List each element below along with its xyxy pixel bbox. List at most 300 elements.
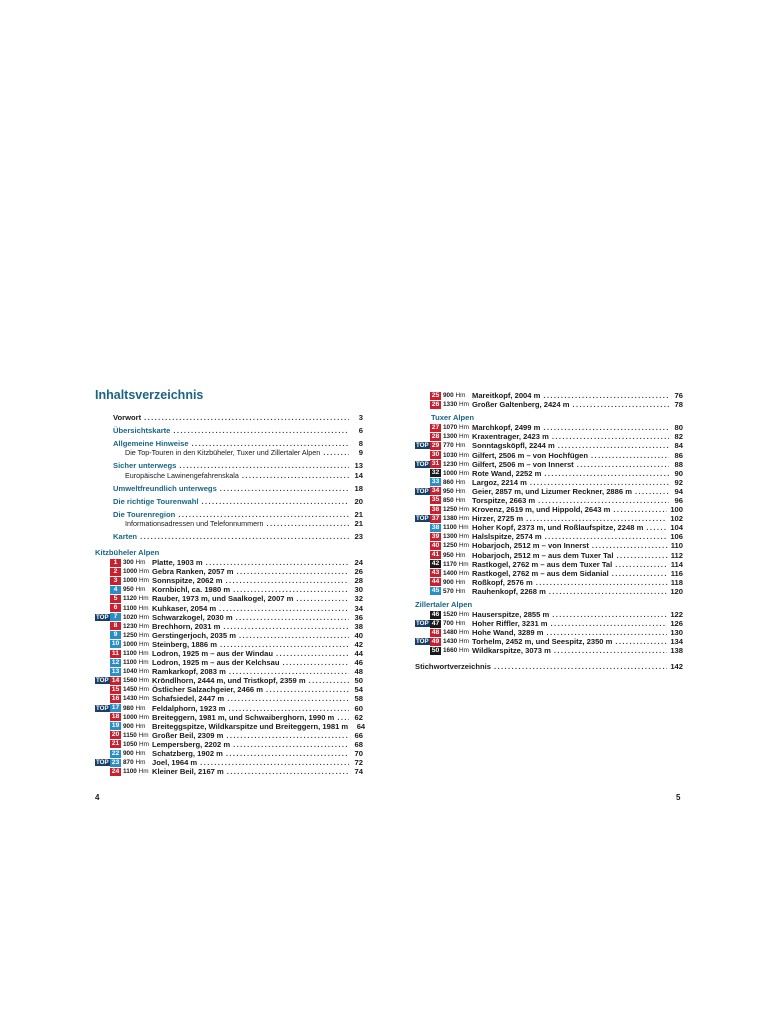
tour-row[interactable] bbox=[415, 578, 683, 587]
elevation-gain bbox=[123, 568, 152, 575]
dot-leader bbox=[543, 391, 669, 400]
tour-row[interactable] bbox=[415, 532, 683, 541]
dot-leader bbox=[227, 767, 349, 776]
tour-page: 90 bbox=[674, 468, 683, 478]
elevation-value: 900 bbox=[123, 750, 134, 758]
dot-leader bbox=[615, 560, 667, 569]
toc-entry[interactable] bbox=[95, 497, 363, 506]
tour-row[interactable] bbox=[415, 441, 683, 450]
tour-name: Hoher Riffler, 3231 m bbox=[472, 619, 548, 629]
elevation-value: 950 bbox=[443, 487, 454, 495]
tour-number: 35 bbox=[431, 496, 440, 504]
entry-page: 21 bbox=[354, 518, 363, 528]
tour-page: 110 bbox=[670, 541, 683, 551]
page-number-right: 5 bbox=[676, 793, 681, 802]
dot-leader bbox=[242, 471, 349, 480]
elevation-unit: Hm bbox=[459, 451, 469, 459]
dot-leader bbox=[296, 594, 349, 603]
elevation-value: 1020 bbox=[123, 613, 138, 621]
tour-number: 33 bbox=[431, 478, 440, 486]
tour-number: 30 bbox=[431, 451, 440, 459]
left-page bbox=[95, 388, 366, 777]
elevation-unit: Hm bbox=[139, 668, 149, 676]
tour-number: 34 bbox=[431, 487, 440, 495]
tour-name: Hohe Wand, 3289 m bbox=[472, 628, 544, 638]
dot-leader bbox=[228, 704, 349, 713]
toc-entry[interactable] bbox=[95, 532, 363, 541]
tour-name: Gilfert, 2506 m – von Innerst bbox=[472, 459, 574, 469]
dot-leader bbox=[613, 505, 667, 514]
entry-title: Karten bbox=[113, 531, 138, 541]
tour-page: 48 bbox=[354, 667, 363, 677]
dot-leader bbox=[236, 567, 349, 576]
tour-row[interactable] bbox=[95, 631, 363, 640]
tour-row[interactable] bbox=[95, 694, 363, 703]
elevation-value: 900 bbox=[123, 722, 134, 730]
dot-leader bbox=[543, 423, 669, 432]
dot-leader bbox=[223, 622, 349, 631]
tour-number: 43 bbox=[431, 569, 440, 577]
elevation-unit: Hm bbox=[455, 587, 466, 595]
tour-row[interactable] bbox=[95, 585, 363, 594]
tour-row[interactable] bbox=[95, 740, 363, 749]
tour-number: 5 bbox=[110, 595, 121, 603]
elevation-unit: Hm bbox=[459, 629, 469, 637]
entry-page: 6 bbox=[358, 426, 363, 436]
tour-list-kitzbuehel bbox=[95, 558, 366, 777]
tour-row[interactable] bbox=[415, 560, 683, 569]
dot-leader bbox=[266, 685, 349, 694]
elevation-gain bbox=[123, 650, 152, 657]
top-label: TOP bbox=[96, 677, 109, 685]
elevation-value: 900 bbox=[443, 578, 454, 586]
dot-leader bbox=[233, 740, 349, 749]
tour-row[interactable] bbox=[95, 622, 363, 631]
tour-row[interactable] bbox=[95, 658, 363, 667]
tour-row[interactable] bbox=[415, 628, 683, 637]
tour-page: 130 bbox=[670, 628, 683, 638]
elevation-value: 1100 bbox=[443, 524, 457, 532]
tour-number: 11 bbox=[111, 649, 120, 657]
tour-row[interactable] bbox=[415, 496, 683, 505]
elevation-value: 850 bbox=[443, 496, 454, 504]
elevation-gain bbox=[123, 623, 152, 630]
tour-row[interactable] bbox=[95, 576, 363, 585]
elevation-unit: Hm bbox=[138, 595, 149, 603]
toc-entry[interactable] bbox=[95, 510, 363, 519]
elevation-value: 1000 bbox=[123, 713, 138, 721]
tour-name: Gerstingerjoch, 2035 m bbox=[152, 630, 236, 640]
dot-leader bbox=[591, 451, 669, 460]
tour-row[interactable] bbox=[95, 704, 363, 713]
tour-row[interactable] bbox=[415, 619, 683, 628]
tour-row[interactable] bbox=[95, 758, 363, 767]
tour-page: 58 bbox=[354, 694, 363, 704]
elevation-value: 1330 bbox=[443, 401, 458, 409]
tour-number: 10 bbox=[111, 640, 120, 648]
dot-leader bbox=[226, 731, 349, 740]
tour-page: 64 bbox=[356, 721, 366, 731]
tour-row[interactable] bbox=[415, 469, 683, 478]
dot-leader bbox=[282, 658, 349, 667]
tour-number: 26 bbox=[431, 400, 440, 408]
entry-title: Allgemeine Hinweise bbox=[113, 439, 189, 449]
tour-row[interactable] bbox=[415, 523, 683, 532]
tour-page: 36 bbox=[354, 612, 363, 622]
elevation-gain bbox=[443, 552, 472, 559]
tour-page: 32 bbox=[354, 594, 363, 604]
elevation-gain bbox=[443, 488, 472, 495]
tour-page: 46 bbox=[354, 658, 363, 668]
top-tour-badge bbox=[95, 614, 110, 621]
tour-name: Breiteggern, 1981 m, und Schwaiberghorn, 1990 m bbox=[152, 712, 335, 722]
tour-row[interactable] bbox=[415, 505, 683, 514]
toc-entry[interactable] bbox=[95, 413, 363, 422]
tour-row[interactable] bbox=[415, 551, 683, 560]
elevation-unit: Hm bbox=[455, 551, 466, 559]
elevation-gain bbox=[443, 647, 472, 654]
tour-name: Schafsiedel, 2447 m bbox=[152, 694, 225, 704]
tour-name: Joel, 1964 m bbox=[152, 758, 198, 768]
tour-row[interactable] bbox=[415, 569, 683, 578]
elevation-unit: Hm bbox=[139, 577, 149, 585]
tour-row[interactable] bbox=[415, 637, 683, 646]
elevation-unit: Hm bbox=[459, 611, 469, 619]
elevation-value: 860 bbox=[443, 478, 454, 486]
elevation-unit: Hm bbox=[139, 568, 149, 576]
elevation-gain bbox=[123, 723, 152, 730]
tour-row[interactable] bbox=[415, 400, 683, 409]
tour-page: 92 bbox=[674, 477, 683, 487]
top-tour-badge bbox=[95, 759, 110, 766]
elevation-unit: Hm bbox=[138, 650, 149, 658]
tour-row[interactable] bbox=[95, 640, 363, 649]
tour-name: Rote Wand, 2252 m bbox=[472, 468, 542, 478]
tour-page: 88 bbox=[674, 459, 683, 469]
elevation-gain bbox=[443, 433, 472, 440]
tour-number: 12 bbox=[111, 658, 120, 666]
dot-leader bbox=[233, 585, 349, 594]
page-number-left: 4 bbox=[95, 793, 100, 802]
tour-number: 23 bbox=[111, 758, 120, 766]
tour-name: Breiteggspitze, Wildkarspitze und Breiteggern, 1981 m bbox=[152, 721, 349, 731]
elevation-gain bbox=[443, 524, 472, 531]
tour-number: 45 bbox=[431, 587, 440, 595]
tour-name: Rauhenkopf, 2268 m bbox=[472, 586, 546, 596]
tour-page: 86 bbox=[674, 450, 683, 460]
dot-leader bbox=[612, 569, 668, 578]
tour-name: Großer Galtenberg, 2424 m bbox=[472, 400, 570, 410]
elevation-value: 1040 bbox=[123, 668, 138, 676]
tour-number: 47 bbox=[431, 619, 440, 627]
tour-number: 25 bbox=[431, 391, 440, 399]
tour-row[interactable] bbox=[95, 685, 363, 694]
tour-name: Halslspitze, 2574 m bbox=[472, 532, 542, 542]
tour-page: 116 bbox=[670, 568, 683, 578]
tour-page: 126 bbox=[670, 619, 683, 629]
elevation-gain bbox=[123, 659, 152, 666]
dot-leader bbox=[617, 551, 668, 560]
tour-page: 38 bbox=[354, 621, 363, 631]
tour-name: Roßkopf, 2576 m bbox=[472, 577, 533, 587]
tour-row[interactable] bbox=[415, 587, 683, 596]
tour-row[interactable] bbox=[95, 604, 363, 613]
elevation-unit: Hm bbox=[139, 622, 149, 630]
toc-entry[interactable] bbox=[95, 484, 363, 493]
elevation-value: 1030 bbox=[443, 451, 458, 459]
tour-name: Rastkogel, 2762 m – aus dem Tuxer Tal bbox=[472, 559, 613, 569]
dot-leader bbox=[554, 646, 667, 655]
tour-page: 104 bbox=[670, 523, 683, 533]
tour-row[interactable] bbox=[415, 646, 683, 655]
tour-row[interactable] bbox=[95, 676, 363, 685]
elevation-gain bbox=[443, 629, 472, 636]
tour-page: 118 bbox=[670, 577, 683, 587]
elevation-unit: Hm bbox=[138, 659, 149, 667]
toc-entry[interactable] bbox=[95, 426, 363, 435]
entry-page: 8 bbox=[358, 439, 363, 449]
elevation-gain bbox=[123, 741, 152, 748]
tour-row[interactable] bbox=[95, 613, 363, 622]
tour-page: 102 bbox=[670, 514, 683, 524]
elevation-gain bbox=[443, 570, 472, 577]
entry-page: 13 bbox=[354, 461, 363, 471]
elevation-gain bbox=[443, 497, 472, 504]
elevation-gain bbox=[443, 452, 472, 459]
elevation-unit: Hm bbox=[455, 392, 466, 400]
entry-title: Die Top-Touren in den Kitzbüheler, Tuxer und Zillertaler Alpen bbox=[125, 448, 321, 458]
top-label: TOP bbox=[96, 759, 109, 767]
toc-entry[interactable] bbox=[95, 448, 363, 457]
tour-page: 40 bbox=[354, 630, 363, 640]
tour-page: 28 bbox=[354, 576, 363, 586]
top-tour-badge bbox=[95, 677, 110, 684]
tour-number: 15 bbox=[111, 685, 120, 693]
elevation-unit: Hm bbox=[139, 740, 149, 748]
top-label: TOP bbox=[416, 515, 429, 523]
tour-page: 54 bbox=[354, 685, 363, 695]
tour-page: 94 bbox=[674, 486, 683, 496]
elevation-gain bbox=[443, 588, 472, 595]
tour-number: 20 bbox=[111, 731, 120, 739]
dot-leader bbox=[267, 519, 349, 528]
tour-page: 106 bbox=[670, 532, 683, 542]
tour-row[interactable] bbox=[415, 423, 683, 432]
tour-page: 70 bbox=[354, 749, 363, 759]
tour-page: 30 bbox=[354, 585, 363, 595]
elevation-gain bbox=[123, 705, 152, 712]
dot-leader bbox=[494, 662, 667, 671]
stichwortverzeichnis-entry[interactable] bbox=[415, 662, 683, 671]
elevation-unit: Hm bbox=[455, 487, 466, 495]
top-label: TOP bbox=[416, 638, 429, 646]
tour-name: Lodron, 1925 m – aus der Kelchsau bbox=[152, 658, 280, 668]
elevation-value: 900 bbox=[443, 392, 454, 400]
tour-page: 100 bbox=[670, 505, 683, 515]
tour-row[interactable] bbox=[95, 649, 363, 658]
tour-name: Mareitkopf, 2004 m bbox=[472, 391, 541, 401]
elevation-gain bbox=[443, 424, 472, 431]
tour-name: Torspitze, 2663 m bbox=[472, 495, 536, 505]
entry-title: Europäische Lawinengefahrenskala bbox=[125, 470, 239, 480]
elevation-value: 950 bbox=[123, 586, 134, 594]
toc-entry[interactable] bbox=[95, 470, 363, 479]
tour-row[interactable] bbox=[95, 713, 363, 722]
elevation-value: 1660 bbox=[443, 647, 458, 655]
dot-leader bbox=[536, 578, 668, 587]
tour-number: 21 bbox=[111, 740, 120, 748]
tour-row[interactable] bbox=[95, 767, 363, 776]
dot-leader bbox=[552, 610, 667, 619]
tour-number: 46 bbox=[431, 610, 440, 618]
toc-entry[interactable] bbox=[95, 519, 363, 528]
tour-row[interactable] bbox=[95, 558, 363, 567]
tour-name: Kleiner Beil, 2167 m bbox=[152, 767, 224, 777]
tour-page: 112 bbox=[670, 550, 683, 560]
tour-name: Sonntagsköpfl, 2244 m bbox=[472, 441, 555, 451]
top-label: TOP bbox=[416, 487, 429, 495]
tour-name: Hauserspitze, 2855 m bbox=[472, 610, 550, 620]
elevation-unit: Hm bbox=[139, 613, 149, 621]
tour-name: Kröndlhorn, 2444 m, und Tristkopf, 2359 m bbox=[152, 676, 306, 686]
tour-list-tuxer bbox=[415, 423, 683, 596]
dot-leader bbox=[573, 400, 670, 409]
elevation-gain bbox=[123, 632, 152, 639]
tour-number: 31 bbox=[431, 460, 440, 468]
tour-name: Steinberg, 1886 m bbox=[152, 639, 217, 649]
elevation-value: 1100 bbox=[123, 650, 137, 658]
tour-name: Großer Beil, 2309 m bbox=[152, 730, 224, 740]
elevation-gain bbox=[443, 392, 472, 399]
elevation-gain bbox=[443, 561, 472, 568]
elevation-gain bbox=[123, 586, 152, 593]
elevation-unit: Hm bbox=[135, 704, 146, 712]
tour-list-kitzbuehel-cont bbox=[415, 391, 683, 409]
elevation-value: 1000 bbox=[443, 469, 458, 477]
elevation-value: 1100 bbox=[123, 604, 137, 612]
elevation-value: 770 bbox=[443, 442, 454, 450]
elevation-unit: Hm bbox=[138, 768, 149, 776]
tour-row[interactable] bbox=[415, 541, 683, 550]
dot-leader bbox=[229, 667, 349, 676]
dot-leader bbox=[202, 497, 349, 506]
top-tour-badge bbox=[415, 488, 430, 495]
tour-row[interactable] bbox=[415, 391, 683, 400]
elevation-unit: Hm bbox=[455, 478, 466, 486]
elevation-unit: Hm bbox=[455, 442, 466, 450]
dot-leader bbox=[552, 432, 669, 441]
tour-name: Östlicher Salzachgeier, 2466 m bbox=[152, 685, 264, 695]
tour-name: Hobarjoch, 2512 m – aus dem Tuxer Tal bbox=[472, 550, 614, 560]
dot-leader bbox=[592, 541, 668, 550]
tour-name: Hoher Kopf, 2373 m, und Roßlaufspitze, 2248 m bbox=[472, 523, 644, 533]
tour-row[interactable] bbox=[415, 610, 683, 619]
tour-row[interactable] bbox=[95, 721, 366, 731]
dot-leader bbox=[219, 604, 349, 613]
elevation-unit: Hm bbox=[139, 677, 149, 685]
elevation-unit: Hm bbox=[458, 560, 469, 568]
elevation-unit: Hm bbox=[459, 424, 469, 432]
toc-entry[interactable] bbox=[95, 439, 363, 448]
elevation-gain bbox=[123, 577, 152, 584]
dot-leader bbox=[179, 461, 349, 470]
tour-page: 120 bbox=[670, 586, 683, 596]
right-page bbox=[415, 391, 683, 672]
dot-leader bbox=[309, 676, 349, 685]
entry-title: Die Tourenregion bbox=[113, 509, 176, 519]
elevation-gain bbox=[123, 559, 152, 566]
elevation-value: 300 bbox=[123, 559, 134, 567]
elevation-unit: Hm bbox=[135, 750, 146, 758]
entry-page: 14 bbox=[354, 470, 363, 480]
elevation-gain bbox=[123, 750, 152, 757]
elevation-unit: Hm bbox=[459, 506, 469, 514]
tour-number: 32 bbox=[431, 469, 440, 477]
tour-row[interactable] bbox=[95, 567, 363, 576]
tour-row[interactable] bbox=[95, 667, 363, 676]
tour-row[interactable] bbox=[415, 432, 683, 441]
entry-title: Informationsadressen und Telefonnummern bbox=[125, 518, 264, 528]
tour-name: Lempersberg, 2202 m bbox=[152, 739, 231, 749]
tour-row[interactable] bbox=[95, 594, 363, 603]
tour-number: 2 bbox=[110, 568, 121, 576]
entry-page: 9 bbox=[358, 448, 363, 458]
tour-number: 28 bbox=[431, 432, 440, 440]
elevation-unit: Hm bbox=[138, 604, 149, 612]
toc-entry[interactable] bbox=[95, 461, 363, 470]
tour-number: 39 bbox=[431, 532, 440, 540]
elevation-gain bbox=[123, 759, 152, 766]
tour-number: 6 bbox=[110, 604, 121, 612]
dot-leader bbox=[544, 469, 669, 478]
tour-row[interactable] bbox=[415, 487, 683, 496]
dot-leader bbox=[220, 484, 349, 493]
tour-number: 22 bbox=[111, 749, 120, 757]
tour-row[interactable] bbox=[415, 514, 683, 523]
tour-name: Schwarzkogel, 2030 m bbox=[152, 612, 233, 622]
tour-row[interactable] bbox=[95, 749, 363, 758]
tour-row[interactable] bbox=[415, 460, 683, 469]
elevation-gain bbox=[123, 605, 152, 612]
tour-row[interactable] bbox=[95, 731, 363, 740]
elevation-value: 950 bbox=[443, 551, 454, 559]
elevation-unit: Hm bbox=[455, 578, 466, 586]
elevation-unit: Hm bbox=[139, 640, 149, 648]
elevation-unit: Hm bbox=[459, 638, 469, 646]
top-tour-badge bbox=[415, 620, 430, 627]
elevation-unit: Hm bbox=[139, 686, 149, 694]
dot-leader bbox=[526, 514, 667, 523]
elevation-value: 1300 bbox=[443, 533, 458, 541]
elevation-gain bbox=[443, 533, 472, 540]
dot-leader bbox=[337, 713, 349, 722]
dot-leader bbox=[538, 496, 669, 505]
dot-leader bbox=[323, 448, 349, 457]
tour-number: 44 bbox=[431, 578, 440, 586]
elevation-value: 980 bbox=[123, 704, 134, 712]
entry-title: Die richtige Tourenwahl bbox=[113, 496, 199, 506]
tour-page: 26 bbox=[354, 567, 363, 577]
dot-leader bbox=[220, 640, 349, 649]
elevation-value: 1050 bbox=[123, 740, 138, 748]
elevation-value: 1250 bbox=[443, 542, 458, 550]
tour-row[interactable] bbox=[415, 450, 683, 459]
dot-leader bbox=[178, 510, 349, 519]
tour-name: Rauber, 1973 m, und Saalkogel, 2007 m bbox=[152, 594, 294, 604]
elevation-unit: Hm bbox=[135, 722, 146, 730]
tour-row[interactable] bbox=[415, 478, 683, 487]
tour-name: Hirzer, 2725 m bbox=[472, 514, 524, 524]
